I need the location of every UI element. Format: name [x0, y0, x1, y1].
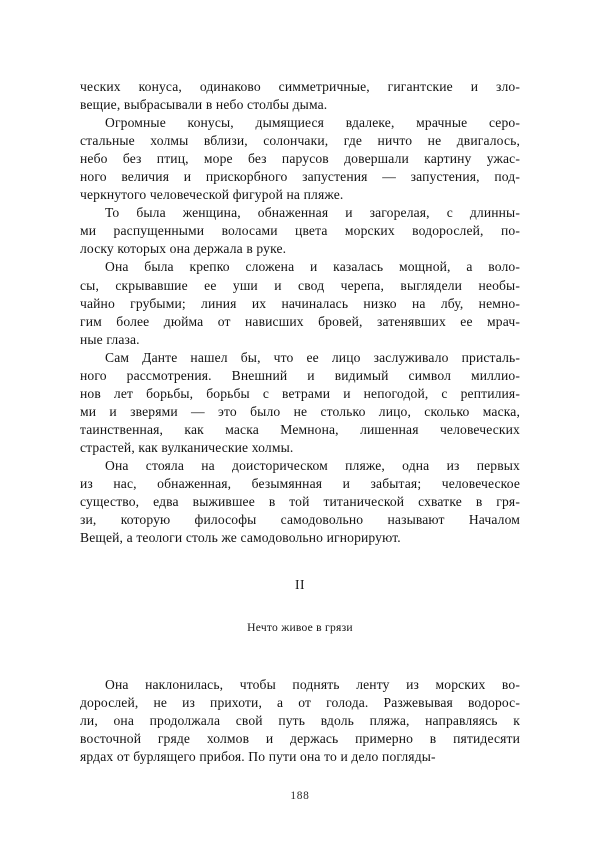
text-line: Она наклонилась, чтобы поднять ленту из морских во- [105, 677, 520, 692]
paragraph [80, 114, 520, 204]
paragraph [80, 204, 520, 258]
chapter-title: Нечто живое в грязи [247, 621, 353, 634]
text-line: ческих конуса, одинаково симметричные, гигантские и зло- [80, 79, 520, 94]
text-line: небо без птиц, море без парусов довершали картину ужас- [80, 151, 520, 167]
text-line: ного величия и прискорбного запустения — запустения, под- [80, 169, 520, 185]
text-line: Огромные конусы, дымящиеся вдалеке, мрачные серо- [105, 115, 520, 131]
text-line: таинственная, как маска Мемнона, лишенная человеческих [80, 421, 520, 437]
text-line: стальные холмы вблизи, солончаки, где ничто не двигалось, [80, 133, 520, 149]
text-line: существо, едва выжившее в той титанической схватке в гря- [80, 494, 520, 510]
text-line: чайно грубыми; линия их начиналась низко на лбу, немно- [80, 295, 520, 311]
text-line: вещие, выбрасывали в небо столбы дыма. [80, 97, 328, 113]
text-line: дорослей, не из прихоти, а от голода. Разжевывая водорос- [80, 695, 520, 711]
chapter-number: II [294, 577, 306, 592]
text-line: ные глаза. [80, 331, 140, 347]
body-text-lower [80, 676, 520, 766]
paragraph [80, 349, 520, 457]
text-line: ли, она продолжала свой путь вдоль пляжа, направляясь к [80, 713, 520, 729]
text-line: гим более дюйма от нависших бровей, затенявших ее мрач- [80, 313, 520, 329]
paragraph [80, 676, 520, 766]
text-line: ми распущенными волосами цвета морских водорослей, по- [80, 223, 520, 239]
paragraph [80, 258, 520, 348]
text-line: восточной гряде холмов и держась примерно в пятидесяти [80, 731, 520, 747]
text-line: Она была крепко сложена и казалась мощной, а воло- [105, 259, 520, 275]
text-line: ного рассмотрения. Внешний и видимый символ миллио- [80, 367, 520, 383]
text-line: ярдах от бурлящего прибоя. По пути она то и дело погляды- [80, 749, 436, 765]
text-line: Сам Данте нашел бы, что ее лицо заслуживало присталь- [105, 349, 520, 365]
paragraph [80, 457, 520, 547]
text-line: Она стояла на доисторическом пляже, одна из первых [105, 457, 520, 473]
page-number: 188 [290, 790, 310, 802]
text-line: зи, которую философы самодовольно называют Началом [80, 512, 520, 528]
text-line: ми и зверями — это было не столько лицо, сколько маска, [80, 403, 520, 419]
text-line: сы, скрывавшие ее уши и свод черепа, выглядели необы- [80, 277, 520, 293]
text-line: черкнутого человеческой фигурой на пляже. [80, 187, 344, 203]
text-line: То была женщина, обнаженная и загорелая, с длинны- [105, 205, 520, 221]
text-line: из нас, обнаженная, безымянная и забытая; человеческое [80, 476, 520, 492]
paragraph [80, 78, 520, 114]
body-text-upper [80, 78, 520, 547]
text-line: нов лет борьбы, борьбы с ветрами и непогодой, с рептилия- [80, 385, 520, 401]
text-line: Вещей, а теологи столь же самодовольно игнорируют. [80, 530, 401, 546]
text-line: лоску которых она держала в руке. [80, 241, 287, 257]
text-line: страстей, как вулканические холмы. [80, 439, 294, 455]
